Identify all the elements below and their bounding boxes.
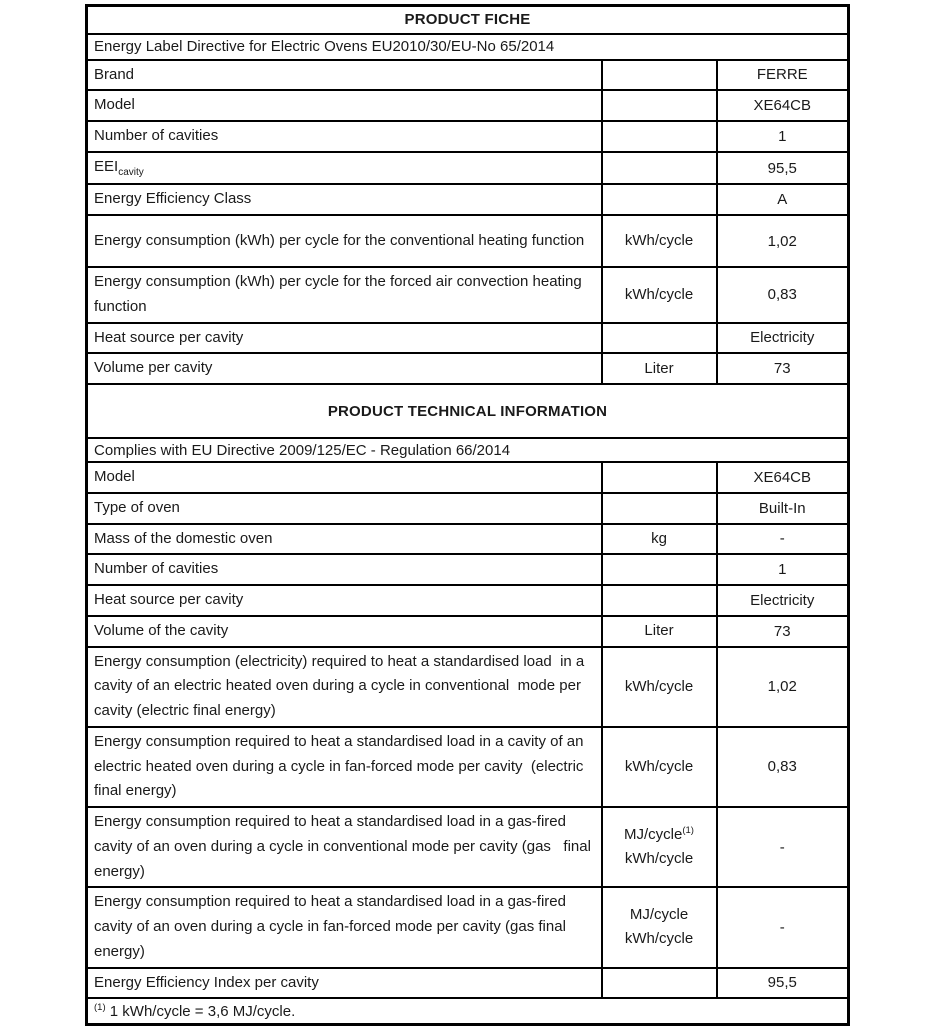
full-width-row [87, 34, 849, 60]
row-label [87, 462, 602, 493]
row-value: 73 [717, 353, 849, 384]
row-label [87, 968, 602, 999]
section-title: PRODUCT FICHE [87, 6, 849, 34]
row-value: 1,02 [717, 215, 849, 267]
row-label-text: Number of cavities [94, 127, 219, 144]
footnote-row [87, 998, 849, 1024]
section-header-row [87, 6, 849, 34]
row-unit [602, 968, 717, 999]
table-row [87, 968, 849, 999]
product-fiche-table [85, 4, 850, 1026]
unit-footnote-marker: (1) [682, 825, 694, 837]
row-label [87, 353, 602, 384]
row-label [87, 887, 602, 967]
row-value: FERRE [717, 60, 849, 91]
row-label-text: Heat source per cavity [94, 328, 244, 346]
row-label-text: Type of oven [94, 498, 180, 516]
unit-text: kWh/cycle [624, 757, 694, 775]
row-value: XE64CB [717, 90, 849, 121]
row-label [87, 493, 602, 524]
table-row [87, 323, 849, 354]
table-row [87, 585, 849, 616]
row-label [87, 60, 602, 91]
row-value: 95,5 [717, 968, 849, 999]
row-value: 95,5 [717, 152, 849, 185]
table-row [87, 353, 849, 384]
table-row [87, 215, 849, 267]
unit-text: Liter [644, 359, 674, 377]
table-row [87, 90, 849, 121]
row-unit [602, 184, 717, 215]
row-label [87, 554, 602, 585]
row-unit [602, 121, 717, 152]
row-label [87, 647, 602, 727]
table-row [87, 462, 849, 493]
row-label-text: Energy consumption (kWh) per cycle for the forced air convection heating function [94, 273, 586, 315]
row-value: 0,83 [717, 267, 849, 323]
row-label-text: Heat source per cavity [94, 591, 244, 608]
unit-text: MJ/cycle [624, 826, 683, 844]
table-row [87, 60, 849, 91]
row-label-text: Model [94, 96, 135, 114]
unit-text: kWh/cycle [624, 677, 694, 695]
row-label [87, 524, 602, 555]
row-value: 1 [717, 121, 849, 152]
row-unit [602, 493, 717, 524]
section-header-row [87, 384, 849, 438]
row-label-text: Energy Efficiency Class [94, 190, 252, 208]
row-unit [602, 60, 717, 91]
row-label-text: Mass of the domestic oven [94, 529, 273, 547]
row-value: XE64CB [717, 462, 849, 493]
fiche-table-body [87, 6, 849, 1025]
row-unit [602, 524, 717, 555]
row-label-text: EEI [94, 157, 119, 175]
table-row [87, 152, 849, 185]
table-row [87, 616, 849, 647]
row-value: Electricity [717, 585, 849, 616]
row-label [87, 152, 602, 185]
footnote-text [87, 998, 849, 1024]
row-unit [602, 554, 717, 585]
section-title: PRODUCT TECHNICAL INFORMATION [87, 384, 849, 438]
row-label [87, 807, 602, 887]
row-unit [602, 727, 717, 807]
row-label-text: Energy consumption required to heat a standardised load in a gas-fired cavity of an oven during a cycle in fan-forced mode per cavity (gas final energy) [94, 893, 575, 960]
table-row [87, 727, 849, 807]
row-label [87, 121, 602, 152]
table-row [87, 121, 849, 152]
row-label-text: Brand [94, 65, 135, 83]
full-width-row [87, 438, 849, 462]
unit-text: kg [651, 529, 667, 547]
unit-text-line2: kWh/cycle [624, 850, 694, 868]
row-unit [602, 323, 717, 354]
row-label-text: Energy consumption (electricity) required to heat a standardised load in a cavity of an electric heated oven during a cycle in conventional mode per cavity (electric final energy) [94, 652, 589, 719]
row-label [87, 215, 602, 267]
row-label-text: Model [94, 468, 135, 485]
row-value: Built-In [717, 493, 849, 524]
row-unit [602, 462, 717, 493]
row-label [87, 727, 602, 807]
table-row [87, 887, 849, 967]
row-unit [602, 90, 717, 121]
row-unit [602, 585, 717, 616]
unit-text: Liter [644, 622, 674, 640]
row-unit [602, 267, 717, 323]
row-value: 1 [717, 554, 849, 585]
row-value: Electricity [717, 323, 849, 354]
row-unit [602, 353, 717, 384]
row-label-text: Volume of the cavity [94, 621, 229, 639]
row-value: A [717, 184, 849, 215]
table-row [87, 184, 849, 215]
row-unit [602, 807, 717, 887]
row-label [87, 323, 602, 354]
row-value: - [717, 887, 849, 967]
table-row [87, 493, 849, 524]
row-label [87, 585, 602, 616]
footnote-marker: (1) [94, 1002, 106, 1013]
row-label-text: Energy consumption (kWh) per cycle for the conventional heating function [94, 231, 585, 249]
row-label-text: Volume per cavity [94, 359, 213, 377]
row-value: 1,02 [717, 647, 849, 727]
unit-text-line2: kWh/cycle [624, 930, 694, 948]
table-row [87, 524, 849, 555]
row-label [87, 267, 602, 323]
row-unit [602, 152, 717, 185]
footnote-body: 1 kWh/cycle = 3,6 MJ/cycle. [105, 1003, 296, 1020]
directive-text: Complies with EU Directive 2009/125/EC - Regulation 66/2014 [87, 438, 849, 462]
row-unit [602, 647, 717, 727]
table-row [87, 267, 849, 323]
row-unit [602, 887, 717, 967]
row-label-text: Number of cavities [94, 560, 219, 578]
row-value: - [717, 807, 849, 887]
row-label-text: Energy consumption required to heat a standardised load in a cavity of an electric heated oven during a cycle in fan-forced mode per cavity (electric final energy) [94, 732, 588, 800]
unit-text: kWh/cycle [624, 232, 694, 249]
table-row [87, 647, 849, 727]
row-label-text: Energy Efficiency Index per cavity [94, 973, 319, 991]
row-label-text: Energy consumption required to heat a standardised load in a gas-fired cavity of an oven during a cycle in conventional mode per cavity (gas final energy) [94, 813, 596, 880]
row-label-subscript: cavity [118, 166, 144, 178]
row-value: 73 [717, 616, 849, 647]
directive-text: Energy Label Directive for Electric Ovens EU2010/30/EU-No 65/2014 [87, 34, 849, 60]
row-value: - [717, 524, 849, 555]
unit-text: kWh/cycle [624, 285, 694, 303]
row-label [87, 184, 602, 215]
unit-text: MJ/cycle [629, 906, 689, 924]
row-unit [602, 616, 717, 647]
row-unit [602, 215, 717, 267]
table-row [87, 807, 849, 887]
row-value: 0,83 [717, 727, 849, 807]
table-row [87, 554, 849, 585]
row-label [87, 616, 602, 647]
row-label [87, 90, 602, 121]
